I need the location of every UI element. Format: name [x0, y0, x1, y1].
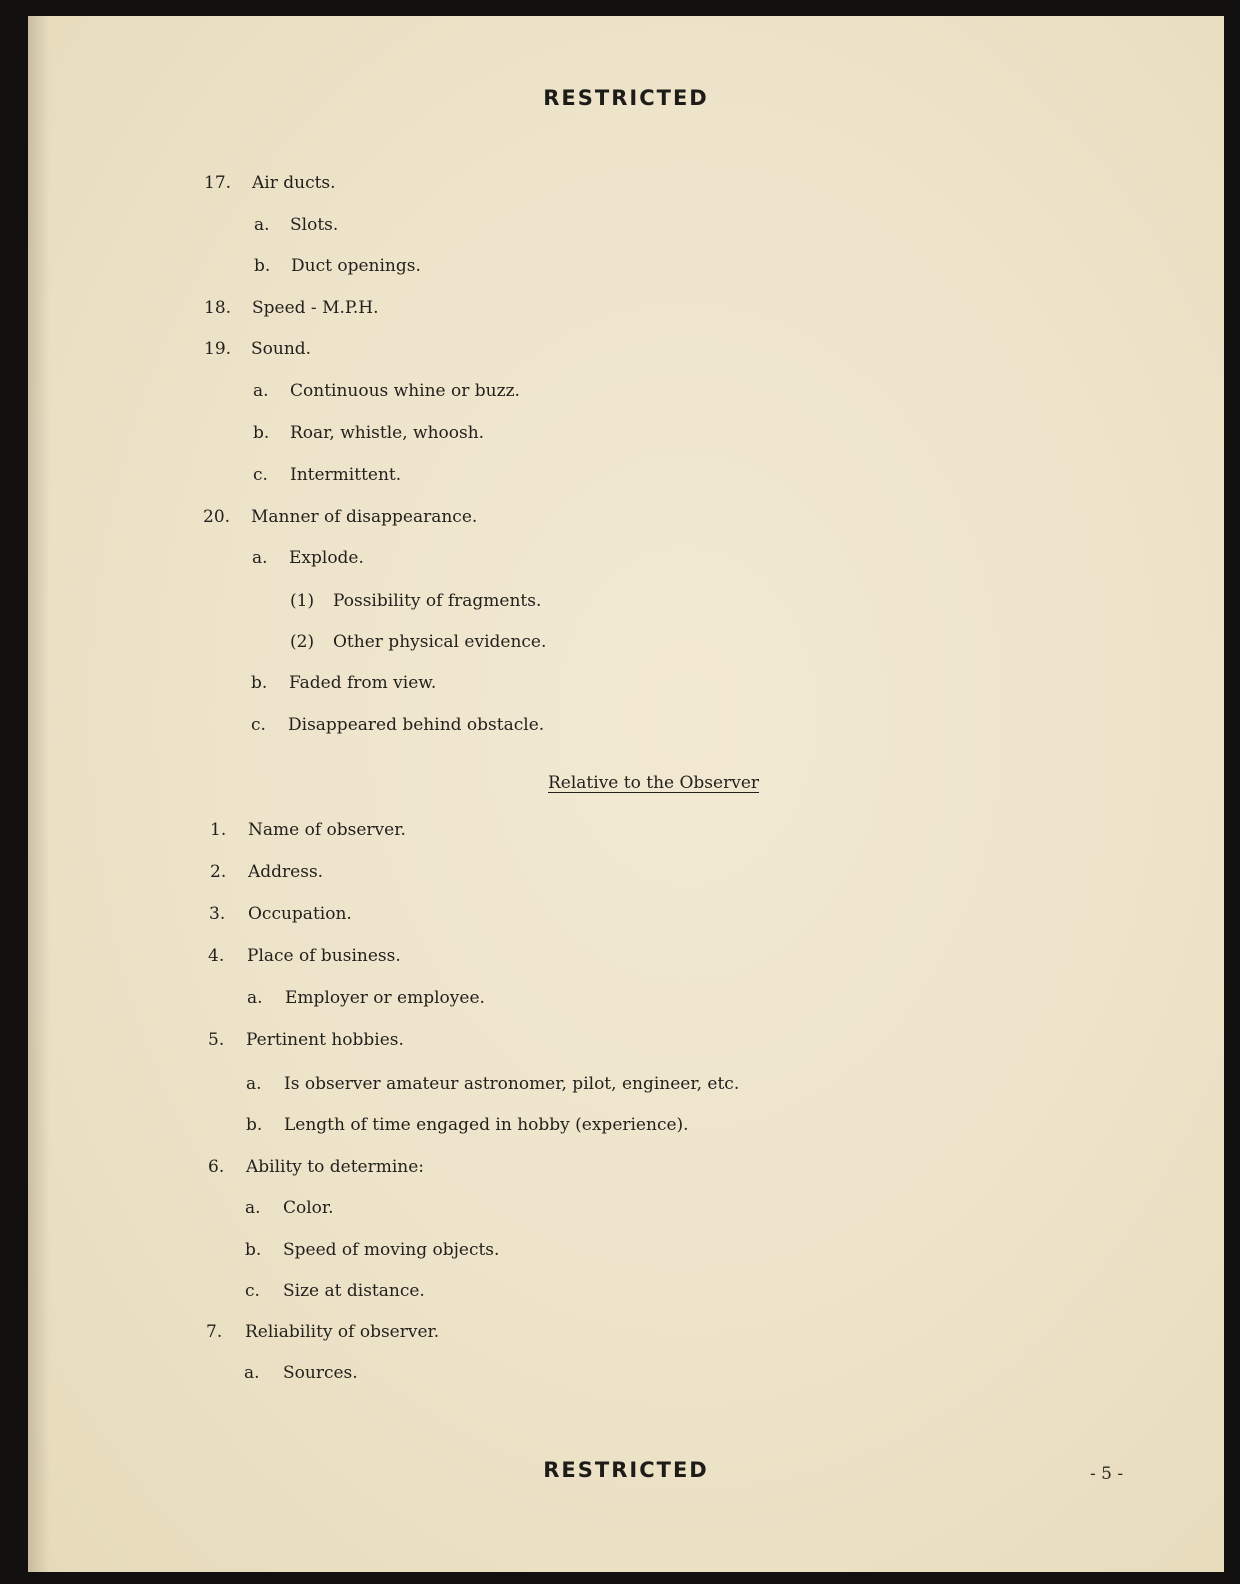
document-page — [28, 16, 1224, 1572]
list-item: b. Length of time engaged in hobby (experience). — [246, 1115, 689, 1135]
list-item: b. Faded from view. — [251, 673, 437, 693]
list-item: b. Speed of moving objects. — [245, 1240, 500, 1260]
restricted-stamp-top: RESTRICTED — [543, 86, 709, 110]
list-item: a. Slots. — [254, 215, 339, 235]
list-item: 20. Manner of disappearance. — [203, 507, 478, 527]
list-item: c. Intermittent. — [253, 465, 402, 485]
list-item: a. Is observer amateur astronomer, pilot, engineer, etc. — [246, 1074, 740, 1094]
list-item: 18. Speed - M.P.H. — [204, 298, 379, 318]
list-item: a. Employer or employee. — [247, 988, 485, 1008]
list-item: a. Sources. — [244, 1363, 358, 1383]
list-item: a. Continuous whine or buzz. — [253, 381, 520, 401]
list-item: a. Explode. — [252, 548, 364, 568]
page-number: - 5 - — [1090, 1464, 1124, 1484]
list-item: 2. Address. — [210, 862, 324, 882]
list-item: 5. Pertinent hobbies. — [208, 1030, 404, 1050]
list-item: 7. Reliability of observer. — [206, 1322, 440, 1342]
list-item: 3. Occupation. — [209, 904, 352, 924]
restricted-stamp-bottom: RESTRICTED — [543, 1458, 709, 1482]
list-item: c. Disappeared behind obstacle. — [251, 715, 545, 735]
section-heading: Relative to the Observer — [548, 773, 760, 793]
list-item: 4. Place of business. — [208, 946, 401, 966]
list-item: c. Size at distance. — [245, 1281, 425, 1301]
list-item: (1) Possibility of fragments. — [290, 591, 542, 611]
list-item: b. Duct openings. — [254, 256, 421, 276]
list-item: 19. Sound. — [204, 339, 312, 359]
list-item: 17. Air ducts. — [204, 173, 336, 193]
list-item: b. Roar, whistle, whoosh. — [253, 423, 485, 443]
list-item: a. Color. — [245, 1198, 334, 1218]
list-item: (2) Other physical evidence. — [290, 632, 547, 652]
list-item: 1. Name of observer. — [210, 820, 406, 840]
list-item: 6. Ability to determine: — [208, 1157, 425, 1177]
